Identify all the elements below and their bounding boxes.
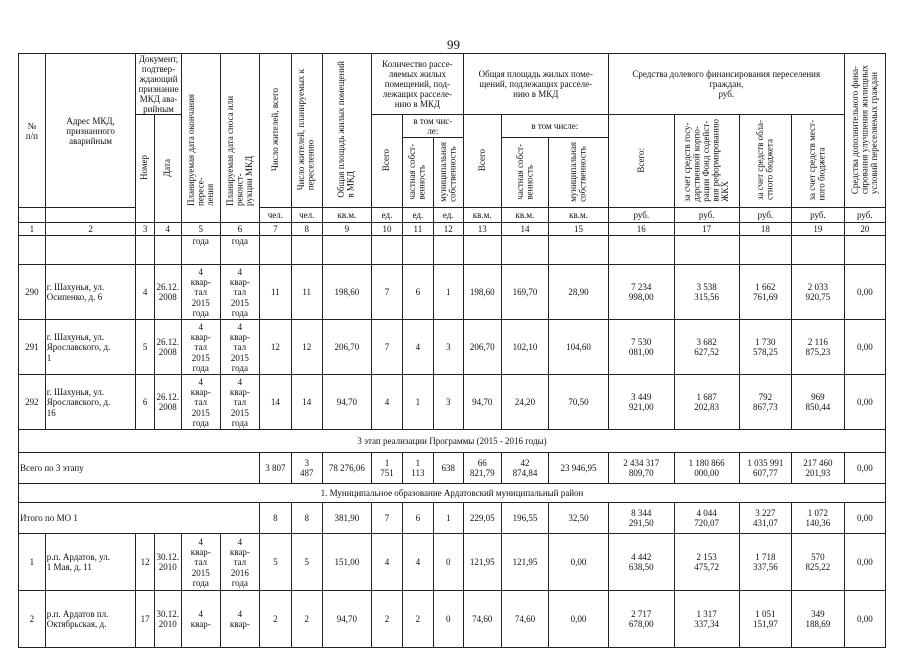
column-number: 6 [220,223,259,236]
column-number: 1 [19,223,46,236]
mo-area: 381,90 [322,503,371,534]
column-number: 11 [402,223,433,236]
hdr-quantity-total: Всего [372,115,403,208]
row-f-local: 2 116 875,23 [792,320,845,375]
row-f-regional: 1 730 578,25 [739,320,792,375]
column-number: 18 [739,223,792,236]
hdr-additional-financing: Средства дополнительного фина- сирования улучшения жилищных условий переселяемых граждан [844,54,885,208]
row-q-all: 7 [372,320,403,375]
row-relocated: 14 [291,375,322,430]
unit-cell: кв.м. [549,208,609,223]
unit-cell: чел. [259,208,291,223]
mo-a-all: 229,05 [463,503,501,534]
row-q-private: 4 [402,320,433,375]
row-address: г. Шахунья, ул. Осипенко, д. 6 [45,265,136,320]
data-rows-municipality [19,534,886,648]
row-a-all: 121,95 [463,534,501,591]
unit-cell: руб. [792,208,845,223]
mo-residents: 8 [259,503,291,534]
continued-row [19,236,886,265]
row-f-all: 7 530 081,00 [608,320,674,375]
row-doc-number: 17 [136,591,155,648]
row-f-local: 570 825,22 [792,534,845,591]
row-a-municipal: 104,60 [549,320,609,375]
stage-total-label: Всего по 3 этапу [19,453,260,484]
mo-f-fund: 4 044 720,07 [674,503,739,534]
row-q-private: 4 [402,534,433,591]
row-q-all: 4 [372,534,403,591]
total-f-additional: 0,00 [844,453,885,484]
row-demolition-date: 4 квар- тал 2015 года [220,265,259,320]
total-f-local: 217 460 201,93 [792,453,845,484]
row-f-all: 7 234 998,00 [608,265,674,320]
row-f-regional: 1 051 151,97 [739,591,792,648]
row-f-local: 969 850,44 [792,375,845,430]
row-area: 206,70 [322,320,371,375]
total-q-municipal: 638 [433,453,463,484]
row-doc-number: 6 [136,375,155,430]
mo-f-local: 1 072 140,36 [792,503,845,534]
row-address: р.п. Ардатов, ул. 1 Мая, д. 11 [45,534,136,591]
unit-cell: кв.м. [322,208,371,223]
row-doc-number: 12 [136,534,155,591]
row-f-additional: 0,00 [844,265,885,320]
row-doc-number: 5 [136,320,155,375]
row-f-all: 4 442 638,50 [608,534,674,591]
data-rows [19,265,886,430]
row-end-date: 4 квар- [181,591,220,648]
column-number: 20 [844,223,885,236]
row-a-private: 24,20 [501,375,548,430]
total-relocated: 3 487 [291,453,322,484]
unit-cell: кв.м. [463,208,501,223]
row-residents: 14 [259,375,291,430]
hdr-area-municipal: муниципальная собственность [549,138,609,208]
row-f-regional: 1 662 761,69 [739,265,792,320]
column-number: 9 [322,223,371,236]
column-number: 2 [45,223,136,236]
row-address: г. Шахунья, ул. Ярославского, д. 1 [45,320,136,375]
row-residents: 11 [259,265,291,320]
row-a-private: 121,95 [501,534,548,591]
row-demolition-date: 4 квар- тал 2016 года [220,534,259,591]
row-doc-number: 4 [136,265,155,320]
row-q-private: 6 [402,265,433,320]
hdr-doc-number: Номер [136,115,155,223]
row-q-municipal: 3 [433,375,463,430]
row-number: 2 [19,591,46,648]
table-row [19,534,886,591]
row-a-municipal: 28,90 [549,265,609,320]
stage-title: 3 этап реализации Программы (2015 - 2016 годы) [19,430,886,453]
row-a-municipal: 0,00 [549,591,609,648]
hdr-total-area: Общая площадь жилых помещений в МКД [322,54,371,208]
column-number: 14 [501,223,548,236]
row-a-municipal: 70,50 [549,375,609,430]
row-q-all: 4 [372,375,403,430]
unit-cell: руб. [739,208,792,223]
hdr-quantity-incl: в том чис- ле: [402,115,463,138]
row-q-private: 1 [402,375,433,430]
row-a-private: 102,10 [501,320,548,375]
mo-a-private: 196,55 [501,503,548,534]
mo-f-additional: 0,00 [844,503,885,534]
row-end-date: 4 квар- тал 2015 года [181,265,220,320]
row-q-municipal: 3 [433,320,463,375]
hdr-quantity-private: частная собст- венность [402,138,433,208]
hdr-residents: Число жителей, всего [259,54,291,208]
row-q-all: 2 [372,591,403,648]
hdr-fin-total: Всего: [608,115,674,208]
row-end-date: 4 квар- тал 2015 года [181,320,220,375]
hdr-relocated: Число жителей, планируемых к переселению [291,54,322,208]
total-f-all: 2 434 317 809,70 [608,453,674,484]
row-a-all: 94,70 [463,375,501,430]
hdr-financing: Средства долевого финансирования переселения граждан, руб. [608,54,844,115]
row-f-additional: 0,00 [844,320,885,375]
hdr-end-date: Планируемая дата окончания пересе- ления [181,54,220,223]
total-f-regional: 1 035 991 607,77 [739,453,792,484]
total-f-fund: 1 180 866 000,00 [674,453,739,484]
row-a-all: 74,60 [463,591,501,648]
end-date-cont: года [181,236,220,265]
row-number: 1 [19,534,46,591]
hdr-area-private: частная собст- венность [501,138,548,208]
row-relocated: 2 [291,591,322,648]
row-relocated: 5 [291,534,322,591]
row-f-additional: 0,00 [844,591,885,648]
row-f-all: 3 449 921,00 [608,375,674,430]
unit-cell: ед. [402,208,433,223]
table-row [19,320,886,375]
row-doc-date: 30.12. 2010 [154,591,181,648]
row-residents: 2 [259,591,291,648]
unit-cell: кв.м. [501,208,548,223]
hdr-address: Адрес МКД, признанного аварийным [45,54,136,208]
table-row [19,375,886,430]
row-f-regional: 1 718 337,56 [739,534,792,591]
total-a-private: 42 874,84 [501,453,548,484]
total-a-all: 66 821,79 [463,453,501,484]
column-number: 10 [372,223,403,236]
row-f-all: 2 717 678,00 [608,591,674,648]
total-residents: 3 807 [259,453,291,484]
unit-cell [19,208,46,223]
row-q-municipal: 0 [433,534,463,591]
row-end-date: 4 квар- тал 2015 года [181,375,220,430]
row-a-all: 198,60 [463,265,501,320]
row-q-municipal: 1 [433,265,463,320]
hdr-fin-local: за счет средств мест- ного бюджета [792,115,845,208]
hdr-number: № п/п [19,54,46,208]
row-a-municipal: 0,00 [549,534,609,591]
row-address: г. Шахунья, ул. Ярославского, д. 16 [45,375,136,430]
unit-cell: руб. [608,208,674,223]
row-q-private: 2 [402,591,433,648]
unit-cell: руб. [674,208,739,223]
unit-cell [45,208,136,223]
hdr-area-total: Всего [463,115,501,208]
row-number: 290 [19,265,46,320]
mo-a-municipal: 32,50 [549,503,609,534]
hdr-demolition-date: Планируемая дата сноса или реконст- рукции МКД [220,54,259,223]
unit-cell: ед. [433,208,463,223]
hdr-area-incl: в том числе: [501,115,608,138]
row-relocated: 12 [291,320,322,375]
row-area: 94,70 [322,591,371,648]
mo-relocated: 8 [291,503,322,534]
row-area: 151,00 [322,534,371,591]
total-q-all: 1 751 [372,453,403,484]
row-f-additional: 0,00 [844,534,885,591]
row-demolition-date: 4 квар- тал 2015 года [220,320,259,375]
column-number: 16 [608,223,674,236]
row-residents: 5 [259,534,291,591]
column-number: 7 [259,223,291,236]
mo-q-private: 6 [402,503,433,534]
page-number: 99 [447,37,460,52]
hdr-document: Документ, подтвер- ждающий признание МКД ава- рийным [136,54,181,115]
row-q-all: 7 [372,265,403,320]
column-number: 5 [181,223,220,236]
row-f-fund: 1 687 202,83 [674,375,739,430]
row-f-fund: 3 682 627,52 [674,320,739,375]
row-a-private: 169,70 [501,265,548,320]
row-number: 291 [19,320,46,375]
row-address: р.п. Ардатов пл. Октябрьская, д. [45,591,136,648]
hdr-fin-regional: за счет средств обла- стного бюджета [739,115,792,208]
row-f-fund: 2 153 475,72 [674,534,739,591]
mo-total-label: Итого по МО 1 [19,503,260,534]
column-number: 19 [792,223,845,236]
column-number: 17 [674,223,739,236]
row-a-private: 74,60 [501,591,548,648]
row-doc-date: 26.12. 2008 [154,375,181,430]
row-f-fund: 3 538 315,56 [674,265,739,320]
column-number: 8 [291,223,322,236]
row-f-local: 2 033 920,75 [792,265,845,320]
column-number: 3 [136,223,155,236]
column-number: 12 [433,223,463,236]
hdr-doc-date: Дата [154,115,181,223]
row-residents: 12 [259,320,291,375]
column-number: 15 [549,223,609,236]
row-demolition-date: 4 квар- [220,591,259,648]
row-area: 94,70 [322,375,371,430]
row-end-date: 4 квар- тал 2015 года [181,534,220,591]
mo-q-all: 7 [372,503,403,534]
row-doc-date: 26.12. 2008 [154,265,181,320]
hdr-quantity-municipal: муниципальная собственность [433,138,463,208]
row-number: 292 [19,375,46,430]
total-q-private: 1 113 [402,453,433,484]
mo-q-municipal: 1 [433,503,463,534]
mo-f-regional: 3 227 431,07 [739,503,792,534]
column-number: 4 [154,223,181,236]
municipality-title: 1. Муниципальное образование Ардатовский муниципальный район [19,484,886,503]
row-a-all: 206,70 [463,320,501,375]
row-f-regional: 792 867,73 [739,375,792,430]
row-relocated: 11 [291,265,322,320]
row-q-municipal: 0 [433,591,463,648]
unit-cell: ед. [372,208,403,223]
unit-cell: чел. [291,208,322,223]
table-row [19,591,886,648]
column-number: 13 [463,223,501,236]
row-f-fund: 1 317 337,34 [674,591,739,648]
table-row [19,265,886,320]
stage-total-row [19,453,886,484]
row-doc-date: 26.12. 2008 [154,320,181,375]
mo-total-row [19,503,886,534]
demolition-date-cont: года [220,236,259,265]
hdr-quantity: Количество рассе- ляемых жилых помещений, под- лежащих расселе- нию в МКД [372,54,464,115]
row-area: 198,60 [322,265,371,320]
total-a-municipal: 23 946,95 [549,453,609,484]
resettlement-table [18,53,886,648]
mo-f-all: 8 344 291,50 [608,503,674,534]
hdr-area: Общая площадь жилых поме- щений, подлежащих расселе- нию в МКД [463,54,608,115]
row-f-local: 349 188,69 [792,591,845,648]
row-doc-date: 30.12. 2010 [154,534,181,591]
total-area: 78 276,06 [322,453,371,484]
hdr-fin-fund: за счет средств госу- дарственной корпо- рации Фонд содейст- вия реформированию ЖКХ [674,115,739,208]
row-demolition-date: 4 квар- тал 2015 года [220,375,259,430]
row-f-additional: 0,00 [844,375,885,430]
unit-cell: руб. [844,208,885,223]
